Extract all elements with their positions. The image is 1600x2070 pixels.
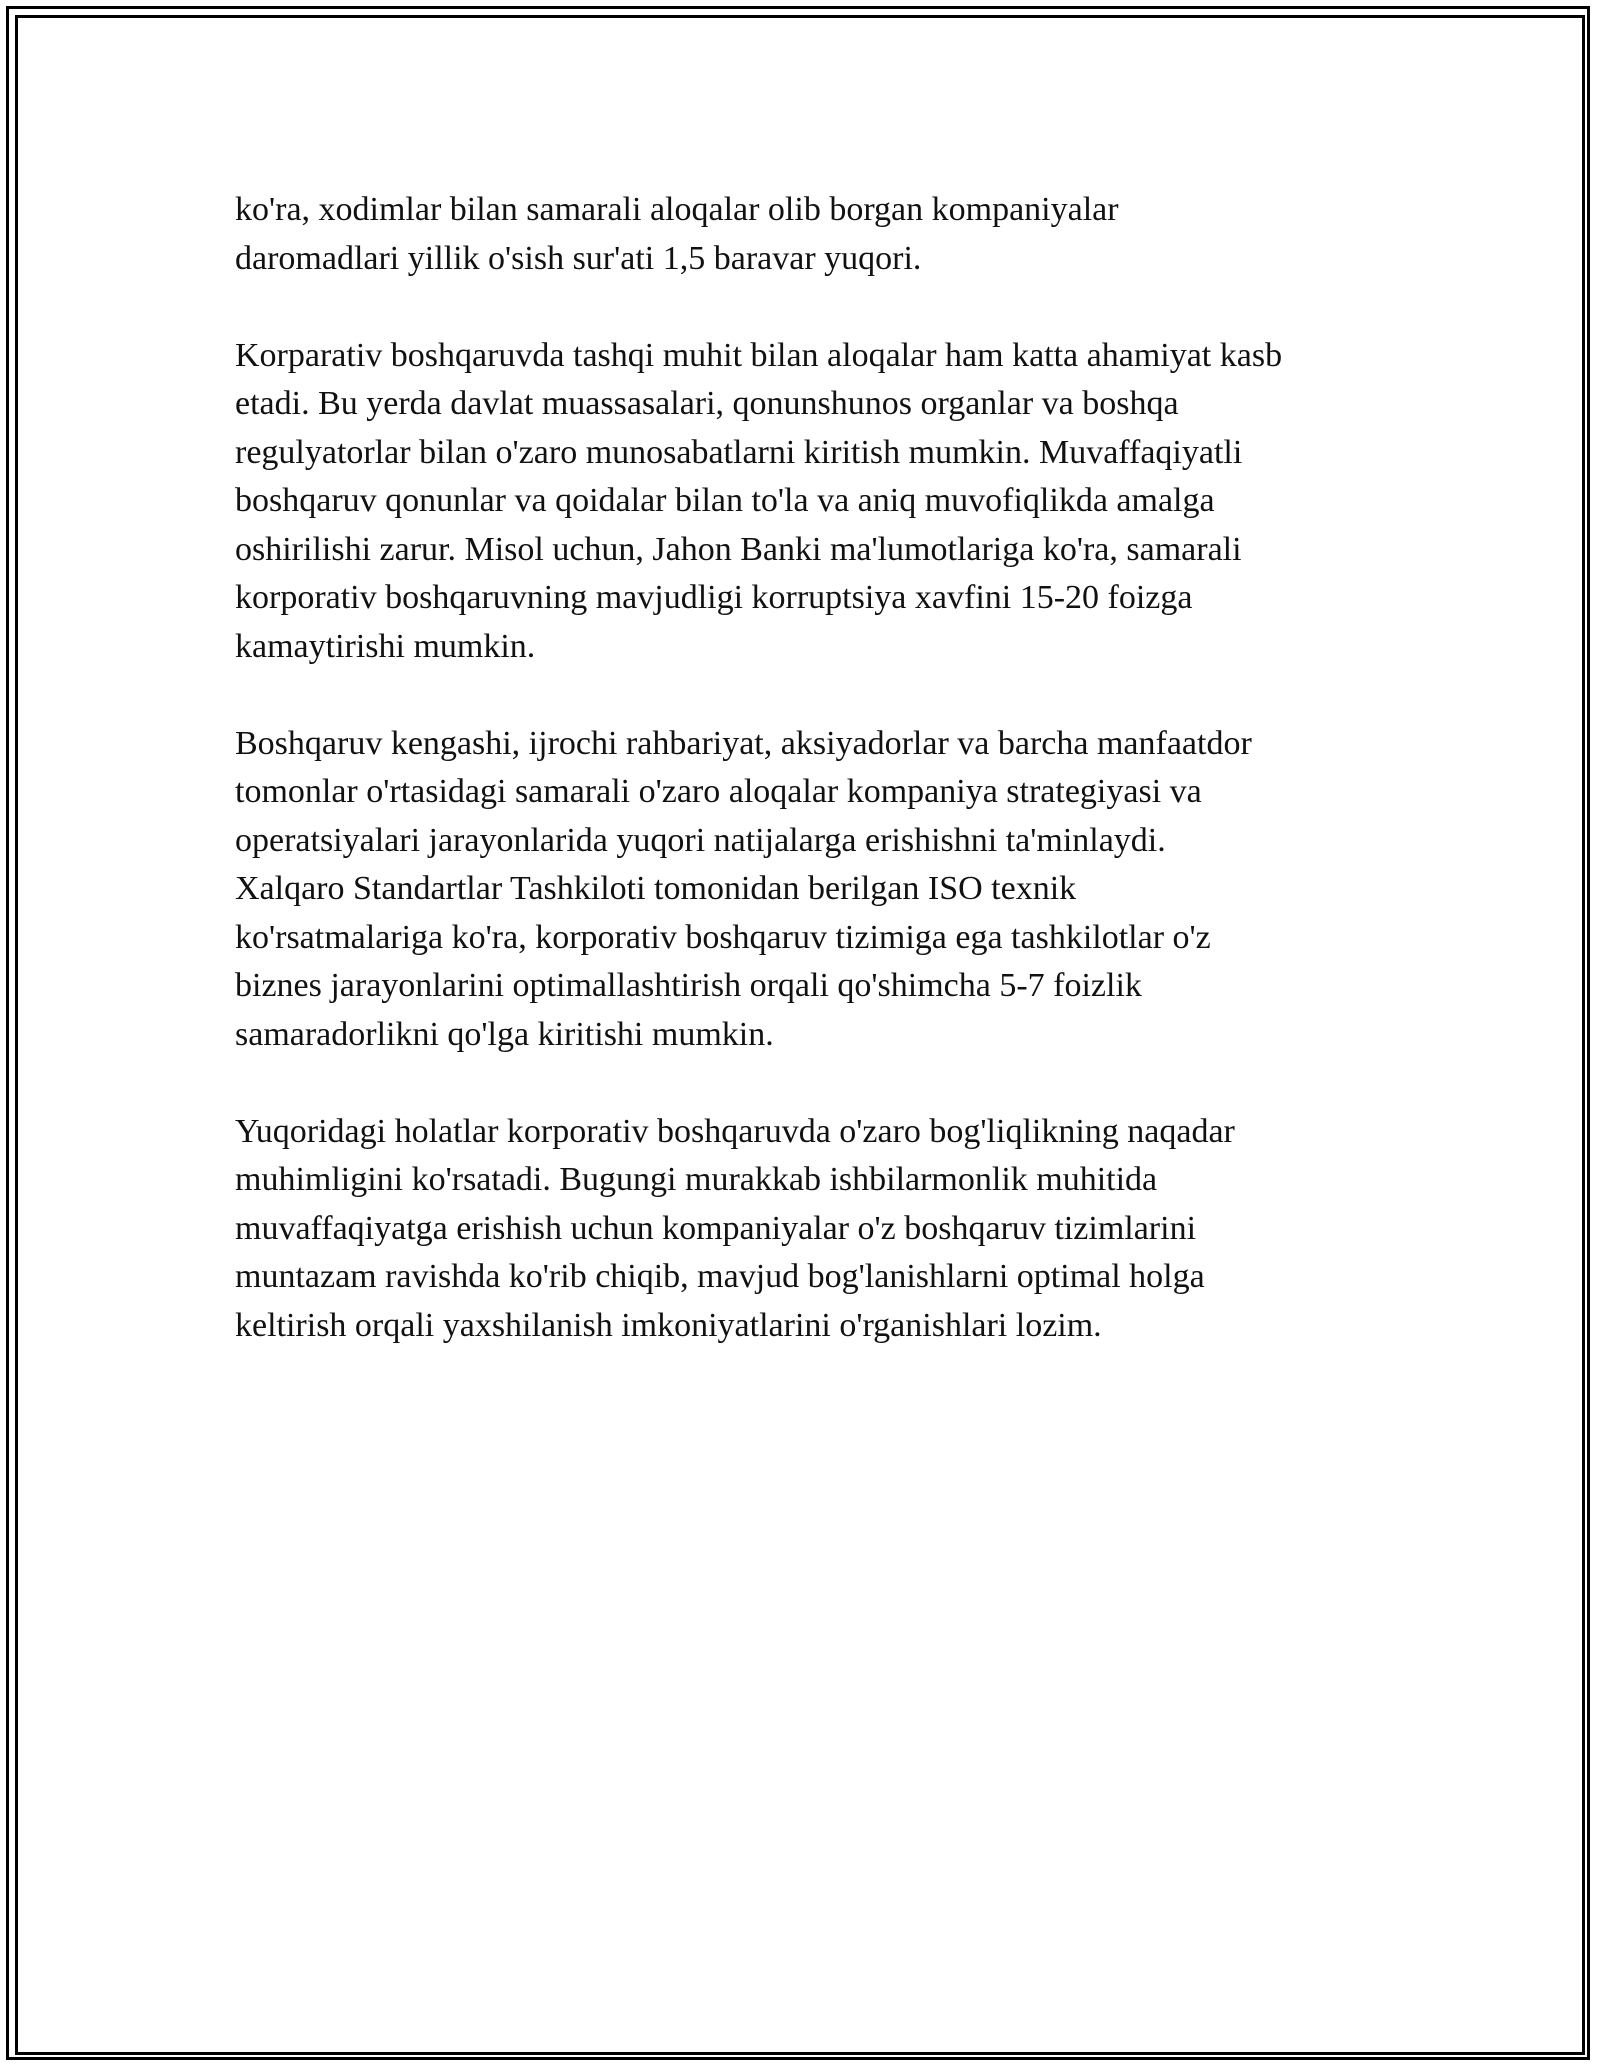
paragraph-2 — [235, 332, 1375, 672]
text-line: Xalqaro Standartlar Tashkiloti tomonidan berilgan ISO texnik — [235, 870, 1077, 907]
text-line: daromadlari yillik o'sish sur'ati 1,5 baravar yuqori. — [235, 239, 922, 277]
text-line: Boshqaruv kengashi, ijrochi rahbariyat, aksiyadorlar va barcha manfaatdor — [235, 724, 1252, 762]
text-line: Korparativ boshqaruvda tashqi muhit bilan aloqalar ham katta ahamiyat kasb — [235, 336, 1283, 374]
text-line: boshqaruv qonunlar va qoidalar bilan to'la va aniq muvofiqlikda amalga — [235, 482, 1215, 519]
text-line: etadi. Bu yerda davlat muassasalari, qonunshunos organlar va boshqa — [235, 385, 1179, 422]
text-line: operatsiyalari jarayonlarida yuqori natijalarga erishishni ta'minlaydi. — [235, 821, 1166, 859]
text-line: ko'rsatmalariga ko'ra, korporativ boshqaruv tizimiga ega tashkilotlar o'z — [235, 918, 1211, 956]
text-line: kamaytirishi mumkin. — [235, 627, 536, 665]
text-line: regulyatorlar bilan o'zaro munosabatlarni kiritish mumkin. Muvaffaqiyatli — [235, 433, 1243, 471]
text-line: samaradorlikni qo'lga kiritishi mumkin. — [235, 1015, 774, 1053]
text-line: Yuqoridagi holatlar korporativ boshqaruvda o'zaro bog'liqlikning naqadar — [235, 1112, 1235, 1150]
document-body — [235, 186, 1375, 1399]
paragraph-3 — [235, 720, 1375, 1060]
text-line: oshirilishi zarur. Misol uchun, Jahon Banki ma'lumotlariga ko'ra, samarali — [235, 530, 1242, 568]
paragraph-4 — [235, 1108, 1375, 1351]
paragraph-1 — [235, 186, 1375, 283]
text-line: tomonlar o'rtasidagi samarali o'zaro aloqalar kompaniya strategiyasi va — [235, 773, 1202, 810]
text-line: ko'ra, xodimlar bilan samarali aloqalar olib borgan kompaniyalar — [235, 191, 1119, 228]
text-line: muhimligini ko'rsatadi. Bugungi murakkab ishbilarmonlik muhitida — [235, 1161, 1158, 1198]
text-line: korporativ boshqaruvning mavjudligi korruptsiya xavfini 15-20 foizga — [235, 579, 1193, 616]
text-line: biznes jarayonlarini optimallashtirish orqali qo'shimcha 5-7 foizlik — [235, 967, 1142, 1004]
text-line: keltirish orqali yaxshilanish imkoniyatlarini o'rganishlari lozim. — [235, 1306, 1102, 1344]
text-line: muntazam ravishda ko'rib chiqib, mavjud bog'lanishlarni optimal holga — [235, 1258, 1205, 1295]
text-line: muvaffaqiyatga erishish uchun kompaniyalar o'z boshqaruv tizimlarini — [235, 1209, 1197, 1247]
